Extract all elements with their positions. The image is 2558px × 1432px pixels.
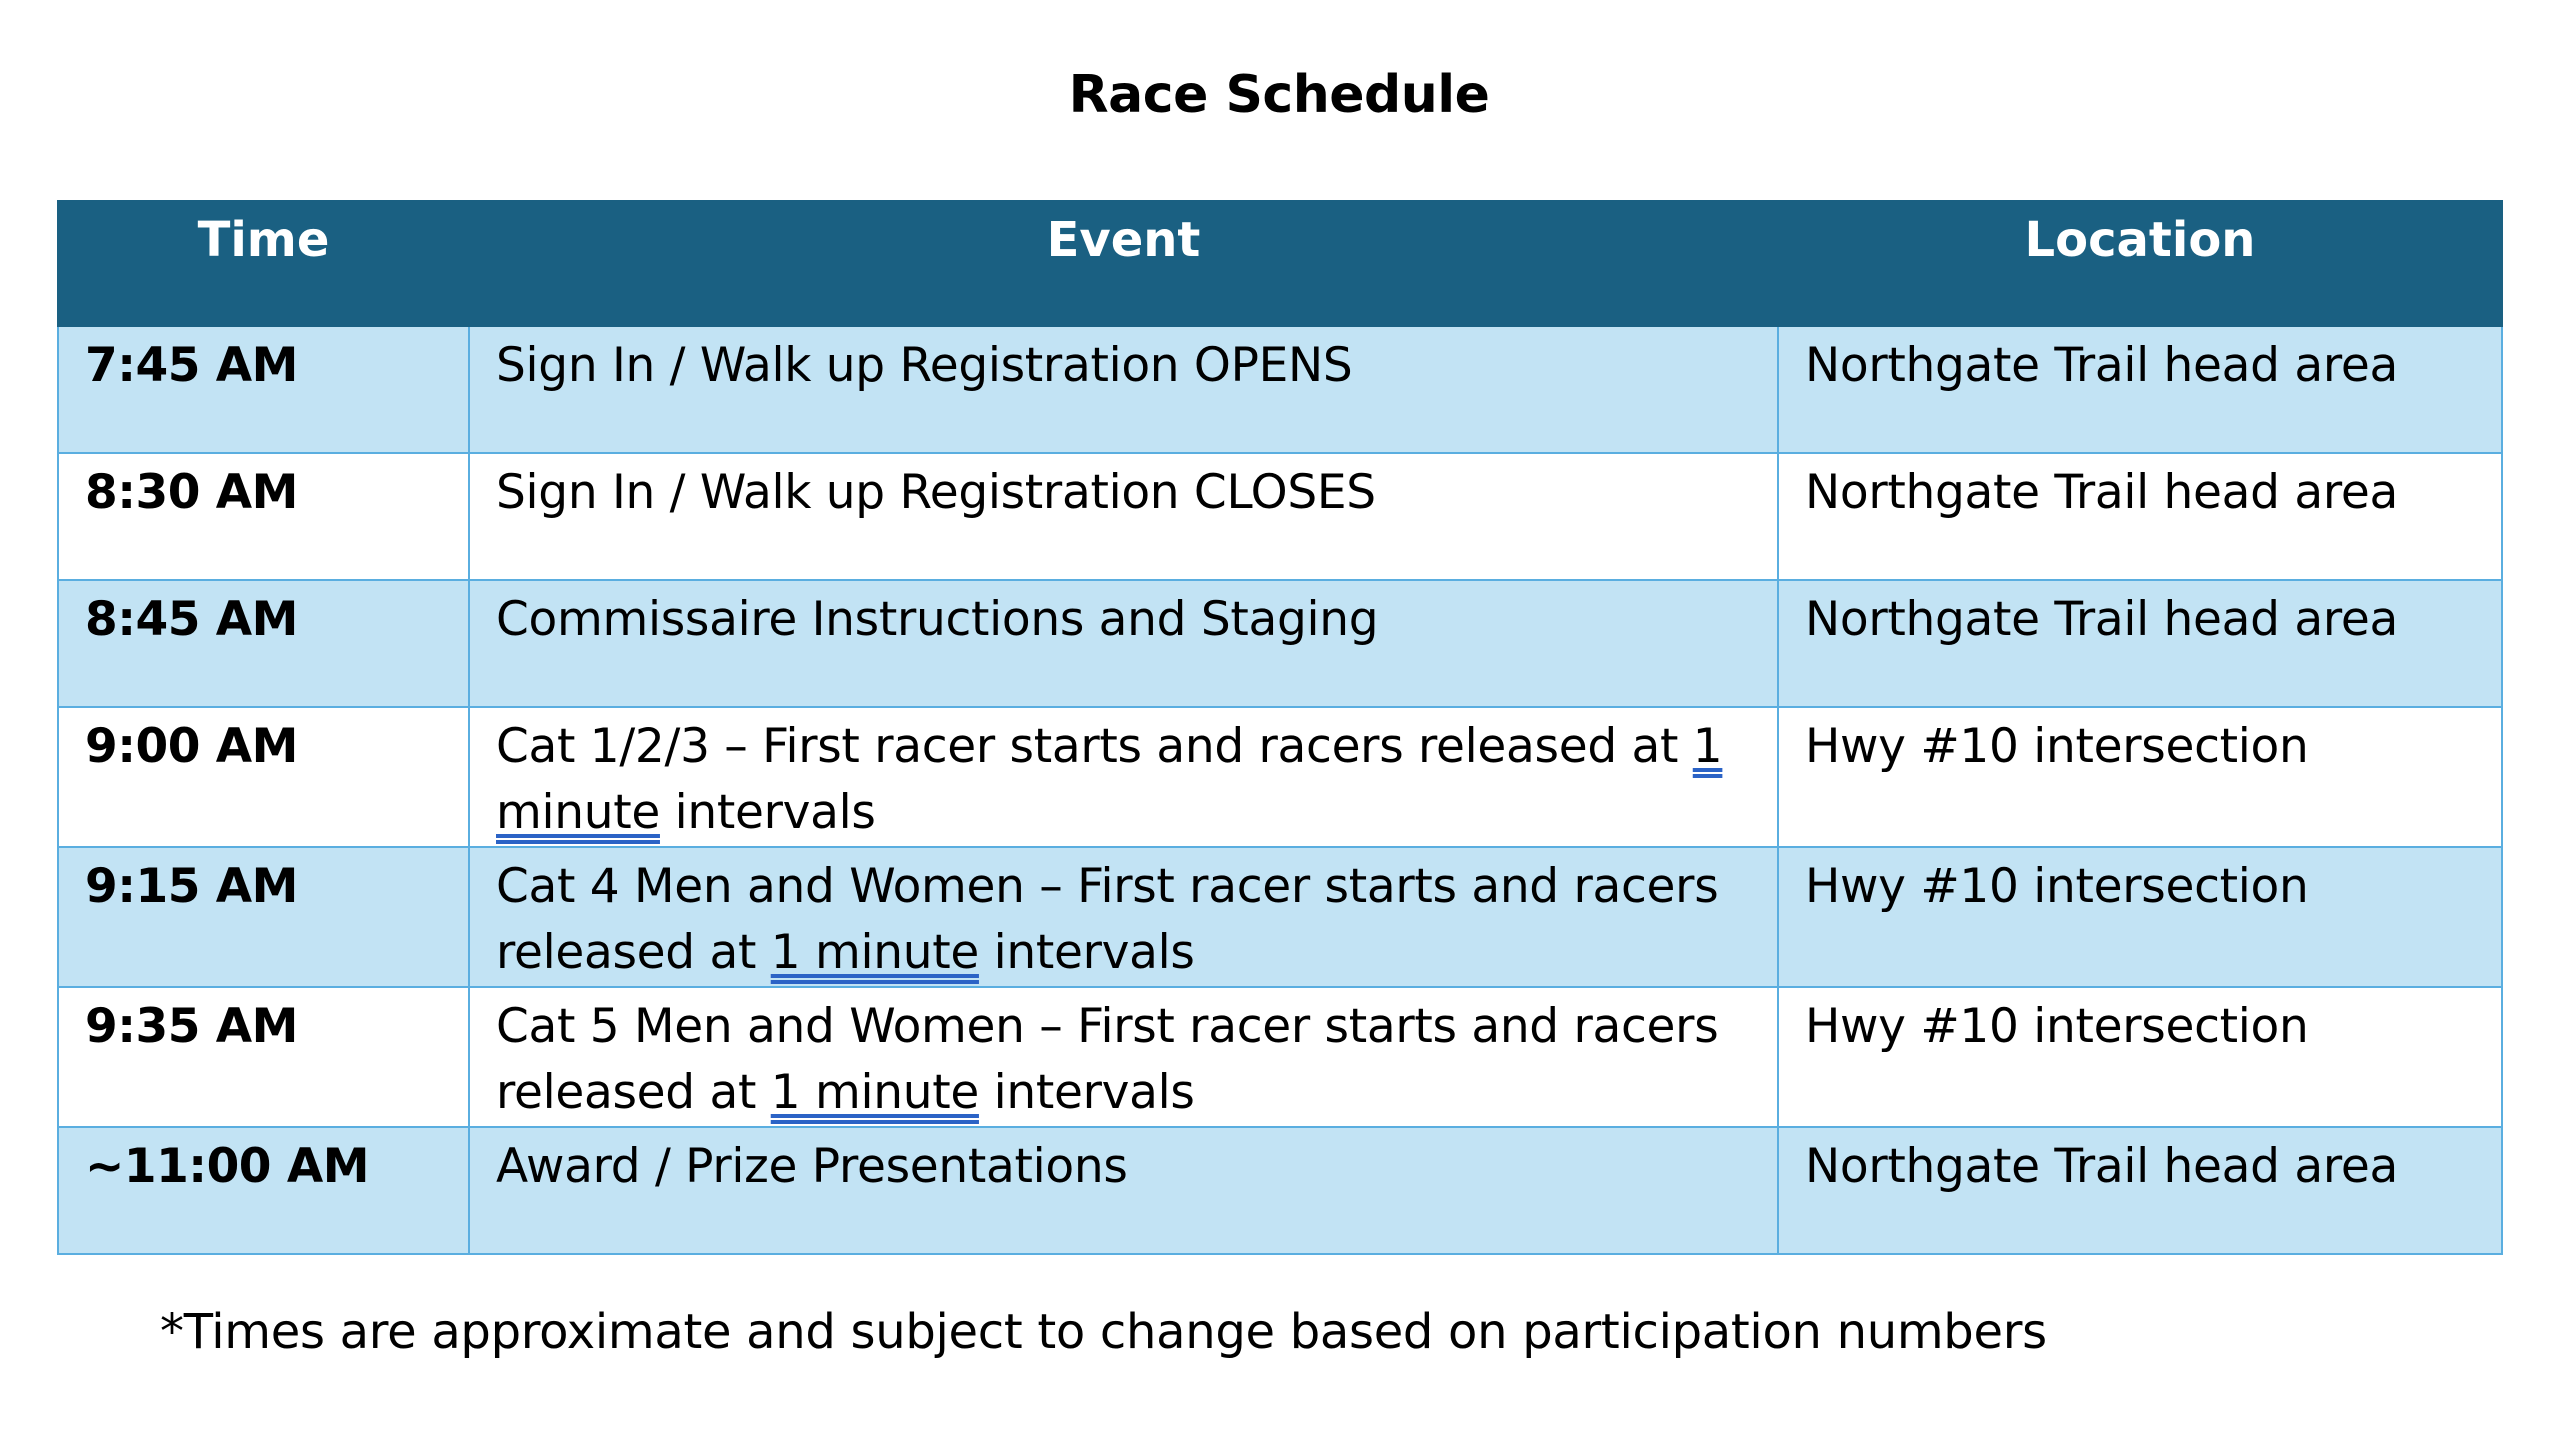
header-time: Time <box>58 201 469 326</box>
time-cell: ~11:00 AM <box>58 1127 469 1254</box>
time-cell: 9:35 AM <box>58 987 469 1127</box>
event-text: Cat 4 Men and Women – First racer starts and racers released at <box>496 859 1719 980</box>
table-row <box>58 847 2502 987</box>
location-cell: Northgate Trail head area <box>1778 1127 2502 1254</box>
interval-text: 1 minute <box>770 925 979 980</box>
table-row <box>58 580 2502 707</box>
table-row <box>58 707 2502 847</box>
time-cell: 9:00 AM <box>58 707 469 847</box>
time-cell: 9:15 AM <box>58 847 469 987</box>
footnote: *Times are approximate and subject to change based on participation numbers <box>160 1304 2047 1360</box>
interval-text: 1 minute <box>770 1065 979 1120</box>
location-cell: Northgate Trail head area <box>1778 453 2502 580</box>
location-cell: Hwy #10 intersection <box>1778 847 2502 987</box>
event-text: Cat 5 Men and Women – First racer starts and racers released at <box>496 999 1719 1120</box>
event-cell <box>469 847 1778 987</box>
time-cell: 8:45 AM <box>58 580 469 707</box>
location-cell: Hwy #10 intersection <box>1778 987 2502 1127</box>
time-cell: 8:30 AM <box>58 453 469 580</box>
event-text: Cat 1/2/3 – First racer starts and racers released at <box>496 719 1693 774</box>
table-header-row <box>58 201 2502 326</box>
race-schedule-table <box>57 200 2503 1255</box>
header-location: Location <box>1778 201 2502 326</box>
table-row <box>58 326 2502 453</box>
location-cell: Northgate Trail head area <box>1778 326 2502 453</box>
event-cell: Award / Prize Presentations <box>469 1127 1778 1254</box>
event-cell <box>469 987 1778 1127</box>
interval-text: 1 minute <box>496 719 1723 840</box>
table-row <box>58 1127 2502 1254</box>
location-cell: Northgate Trail head area <box>1778 580 2502 707</box>
event-cell <box>469 707 1778 847</box>
event-text: intervals <box>978 925 1195 980</box>
event-text: intervals <box>659 785 876 840</box>
event-cell: Commissaire Instructions and Staging <box>469 580 1778 707</box>
location-cell: Hwy #10 intersection <box>1778 707 2502 847</box>
page-title: Race Schedule <box>1068 65 1490 125</box>
time-cell: 7:45 AM <box>58 326 469 453</box>
table-row <box>58 453 2502 580</box>
header-event: Event <box>469 201 1778 326</box>
event-text: intervals <box>978 1065 1195 1120</box>
table-row <box>58 987 2502 1127</box>
event-cell: Sign In / Walk up Registration CLOSES <box>469 453 1778 580</box>
event-cell: Sign In / Walk up Registration OPENS <box>469 326 1778 453</box>
